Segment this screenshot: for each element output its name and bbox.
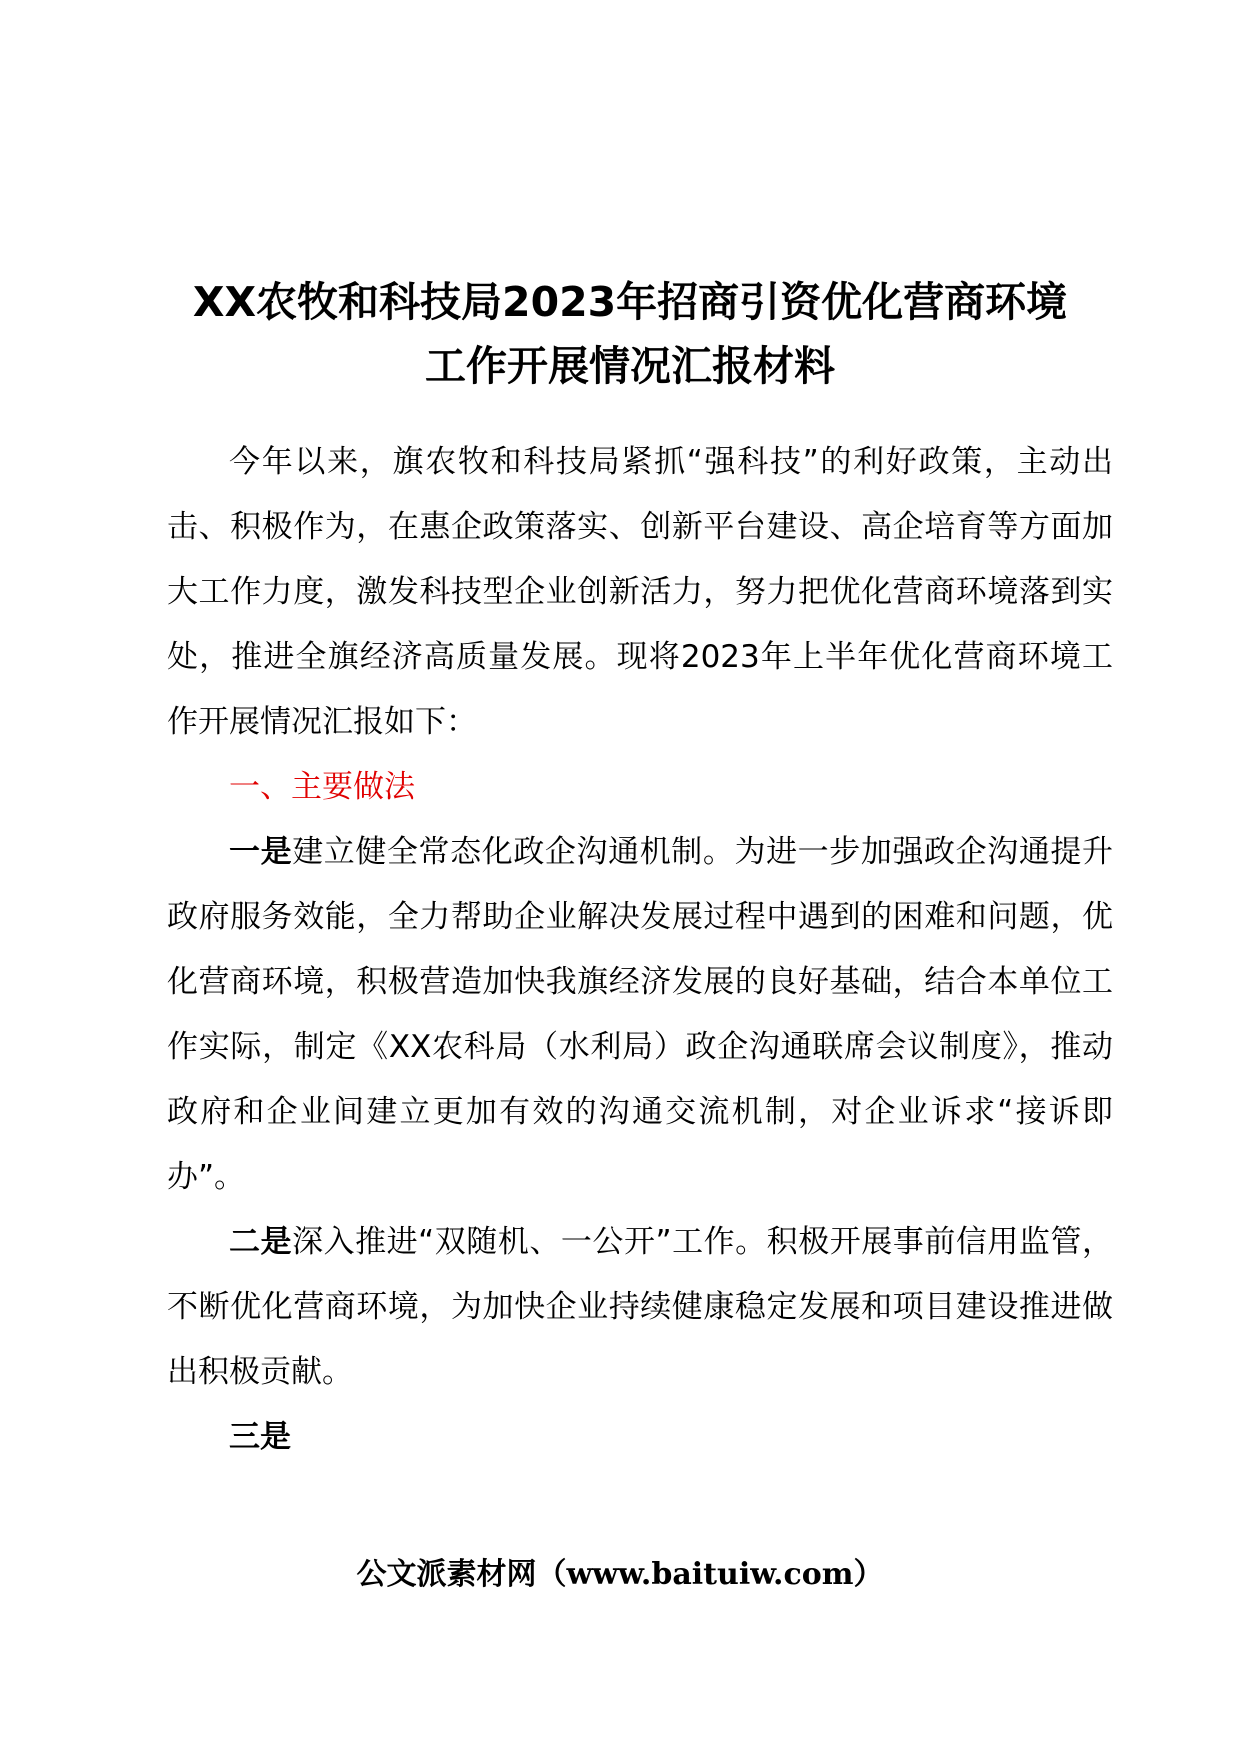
intro-paragraph: 今年以来，旗农牧和科技局紧抓“强科技”的利好政策，主动出击、积极作为，在惠企政策落实、创新平台建设、高企培育等方面加大工作力度，激发科技型企业创新活力，努力把优化营商环境落到实处，推进全旗经济高质量发展。现将2023年上半年优化营商环境工作开展情况汇报如下：	[167, 444, 1113, 740]
title-line-1: XX农牧和科技局2023年招商引资优化营商环境	[192, 278, 1068, 326]
item-text: 深入推进“双随机、一公开”工作。积极开展事前信用监管，不断优化营商环境，为加快企业持续健康稳定发展和项目建设推进做出积极贡献。	[167, 1224, 1113, 1390]
practice-item-1	[167, 820, 1113, 1210]
item-lead-label: 一是	[229, 834, 293, 870]
document-body	[167, 430, 1113, 1470]
document-title	[150, 270, 1110, 398]
practice-item-3	[167, 1405, 1113, 1470]
practice-item-2	[167, 1210, 1113, 1405]
source-footer: 公文派素材网（www.baituiw.com）	[356, 1557, 884, 1592]
item-text: 建立健全常态化政企沟通机制。为进一步加强政企沟通提升政府服务效能，全力帮助企业解决发展过程中遇到的困难和问题，优化营商环境，积极营造加快我旗经济发展的良好基础，结合本单位工作实际，制定《XX农科局（水利局）政企沟通联席会议制度》，推动政府和企业间建立更加有效的沟通交流机制，对企业诉求“接诉即办”。	[167, 834, 1113, 1195]
title-line-2: 工作开展情况汇报材料	[425, 342, 835, 390]
item-lead-label: 三是	[229, 1419, 291, 1455]
section-heading-main-practices: 一、主要做法	[229, 769, 415, 805]
item-lead-label: 二是	[229, 1224, 293, 1260]
